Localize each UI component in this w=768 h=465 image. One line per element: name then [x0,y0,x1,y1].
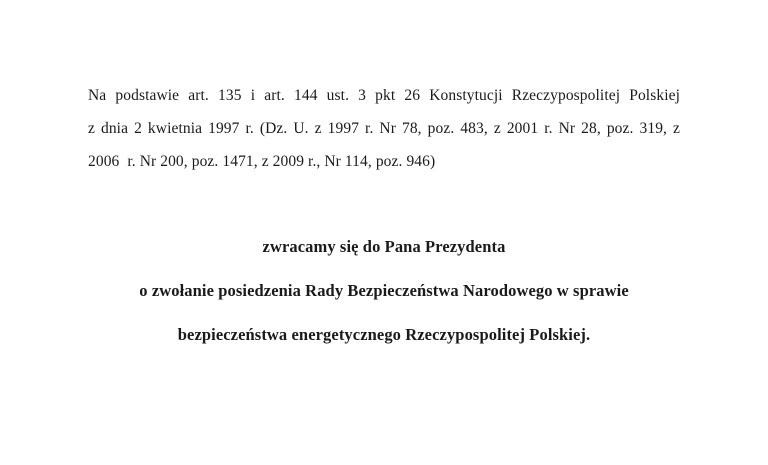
legal-basis-line-3: 2006 r. Nr 200, poz. 1471, z 2009 r., Nr 114, poz. 946) [88,153,436,170]
petition-line-3: bezpieczeństwa energetycznego Rzeczypospolitej Polskiej. [177,325,591,344]
petition-statement [88,225,680,357]
legal-basis-line-2: z dnia 2 kwietnia 1997 r. (Dz. U. z 1997 r. Nr 78, poz. 483, z 2001 r. Nr 28, poz. 319, z [88,120,680,137]
petition-line-1: zwracamy się do Pana Prezydenta [262,237,506,256]
legal-basis-paragraph [88,79,680,178]
legal-basis-line-1: Na podstawie art. 135 i art. 144 ust. 3 pkt 26 Konstytucji Rzeczypospolitej Polskiej [88,87,680,104]
petition-line-2: o zwołanie posiedzenia Rady Bezpieczeństwa Narodowego w sprawie [139,281,629,300]
